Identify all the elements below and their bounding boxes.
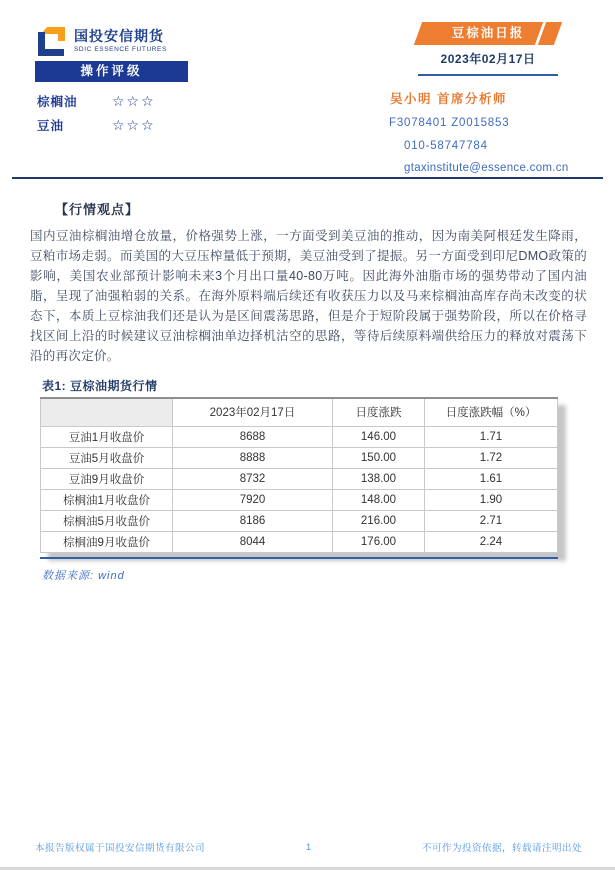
report-badge [418,22,558,45]
rating-label: 豆油 [37,119,65,133]
table-row [41,468,558,489]
analyst-email: gtaxinstitute@essence.com.cn [404,162,569,174]
logo-text [74,24,167,54]
table-cell: 2.71 [425,510,558,531]
table-row [41,510,558,531]
table-row [41,447,558,468]
table-cell: 8888 [173,447,333,468]
table-cell: 8732 [173,468,333,489]
footer-copyright: 本报告版权属于国投安信期货有限公司 [35,843,206,854]
table-cell: 豆油9月收盘价 [41,468,173,489]
analyst-codes: F3078401 Z0015853 [389,117,510,129]
table-cell: 138.00 [333,468,425,489]
report-date: 2023年02月17日 [418,50,558,76]
section-title: 【行情观点】 [55,202,140,217]
table-row [41,489,558,510]
table-header-cell: 日度涨跌 [333,398,425,426]
footer-page-number: 1 [305,841,312,853]
rating-title: 操作评级 [35,61,188,82]
header-divider [12,177,603,179]
company-logo [35,24,167,58]
table-header-cell [41,398,173,426]
table-cell: 棕榈油5月收盘价 [41,510,173,531]
table-cell: 棕榈油1月收盘价 [41,489,173,510]
analyst-phone: 010-58747784 [404,140,488,152]
table-cell: 1.72 [425,447,558,468]
rating-label: 棕榈油 [37,95,78,109]
logo-name-cn: 国投安信期货 [74,28,164,44]
table-row [41,426,558,447]
table-cell: 8186 [173,510,333,531]
logo-name-en: SDIC ESSENCE FUTURES [74,46,167,53]
table-header-cell: 日度涨跌幅（%） [425,398,558,426]
table-cell: 148.00 [333,489,425,510]
analyst-name: 吴小明 首席分析师 [390,92,507,106]
table-underline [40,557,558,559]
table-cell: 8688 [173,426,333,447]
market-view-paragraph: 国内豆油棕榈油增仓放量，价格强势上涨，一方面受到美豆油的推动，因为南美阿根廷发生降雨，豆粕市场走弱。而美国的大豆压榨量低于预期，美豆油受到了提振。另一方面受到印尼DMO政策的影响，美国农业部预计影响未来3个月出口量40-80万吨。因此海外油脂市场的强势带动了国内油脂，呈现了油强粕弱的关系。在海外原料端后续还有收获压力以及马来棕榈油高库存尚未改变的状态下，本质上豆棕油我们还是认为是区间震荡思路，但是介于短阶段属于强势阶段，所以在价格寻找区间上沿的时候建议豆油棕榈油单边择机沽空的思路，等待后续原料端供给压力的释放对震荡下沿的再次定价。 [30,229,587,363]
futures-table-wrap [40,397,558,553]
table-cell: 棕榈油9月收盘价 [41,531,173,552]
futures-table [40,397,558,553]
rating-row-soybean-oil [37,113,197,137]
rating-stars: ☆☆☆ [112,92,156,109]
table-cell: 150.00 [333,447,425,468]
table-row [41,531,558,552]
table-cell: 2.24 [425,531,558,552]
table-cell: 216.00 [333,510,425,531]
table-title: 表1: 豆棕油期货行情 [42,379,158,393]
table-cell: 8044 [173,531,333,552]
table-cell: 1.61 [425,468,558,489]
table-cell: 176.00 [333,531,425,552]
table-header-cell: 2023年02月17日 [173,398,333,426]
rating-list [37,89,197,137]
table-cell: 146.00 [333,426,425,447]
data-source: 数据来源: wind [42,570,125,582]
table-cell: 豆油5月收盘价 [41,447,173,468]
rating-row-palm-oil [37,89,197,113]
rating-stars: ☆☆☆ [112,116,156,133]
table-cell: 豆油1月收盘价 [41,426,173,447]
footer-disclaimer: 不可作为投资依据，转载请注明出处 [422,843,583,854]
table-cell: 7920 [173,489,333,510]
footer [35,840,582,854]
table-cell: 1.71 [425,426,558,447]
table-header-row [41,398,558,426]
logo-mark-icon [35,24,67,58]
table-cell: 1.90 [425,489,558,510]
report-badge-label: 豆棕油日报 [451,26,525,40]
